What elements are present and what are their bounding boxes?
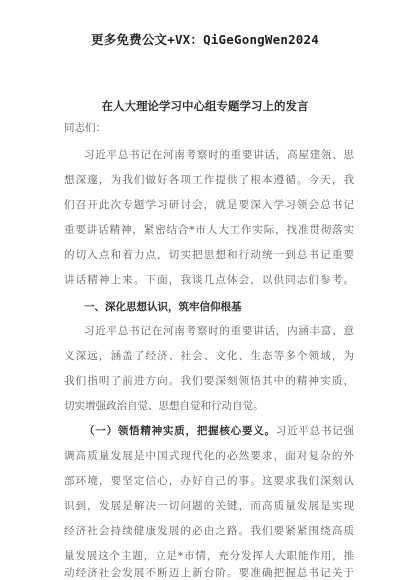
- paragraph-line: 量发展这个主题，立足*市情，充分发挥人大职能作用，推: [64, 550, 354, 562]
- paragraph-line: 习近平总书记在河南考察时的重要讲话，内涵丰富、意: [84, 325, 354, 337]
- lead-text: 习近平总书记强: [275, 425, 354, 437]
- subheading-bold: （一）领悟精神实质，把握核心要义。: [84, 425, 276, 437]
- paragraph-line: 重要讲话精神，紧密结合*市人大工作实际，找准贯彻落实: [64, 224, 354, 236]
- paragraph-line: 切实增强政治自觉、思想自觉和行动自觉。: [64, 400, 264, 412]
- paragraph-line: 识到，发展是解决一切问题的关键，而高质量发展是实现: [64, 500, 354, 512]
- section-heading: 一、深化思想认识，筑牢信仰根基: [84, 301, 242, 313]
- paragraph-line: 的切入点和着力点，切实把思想和行动统一到总书记重要: [64, 249, 354, 261]
- paragraph-line: 们召开此次专题学习研讨会，就是要深入学习领会总书记: [64, 199, 354, 211]
- salutation: 同志们：: [64, 122, 106, 134]
- paragraph-line: 想深邃，为我们做好各项工作提供了根本遵循。今天，我: [64, 174, 354, 186]
- paragraph-line-lead: [84, 424, 354, 438]
- paragraph-line: 我们指明了前进方向。我们要深刻领悟其中的精神实质，: [64, 375, 354, 387]
- paragraph-line: 经济社会持续健康发展的必由之路。我们要紧紧围绕高质: [64, 525, 354, 537]
- paragraph-line: 讲话精神上来。下面，我谈几点体会，以供同志们参考。: [64, 274, 354, 286]
- document-title: 在人大理论学习中心组专题学习上的发言: [101, 99, 309, 113]
- paragraph-line: 习近平总书记在河南考察时的重要讲话，高屋建瓴、思: [84, 149, 354, 161]
- watermark-header: 更多免费公文+VX：QiGeGongWen2024: [91, 32, 319, 47]
- paragraph-line: 调高质量发展是中国式现代化的必然要求，面对复杂的外: [64, 450, 354, 462]
- paragraph-line: 部环境，要坚定信心，办好自己的事。这要求我们深刻认: [64, 475, 354, 487]
- paragraph-line: 动经济社会发展不断迈上新台阶。要准确把握总书记关于: [64, 567, 354, 579]
- paragraph-line: 义深远，涵盖了经济、社会、文化、生态等多个领域，为: [64, 350, 354, 362]
